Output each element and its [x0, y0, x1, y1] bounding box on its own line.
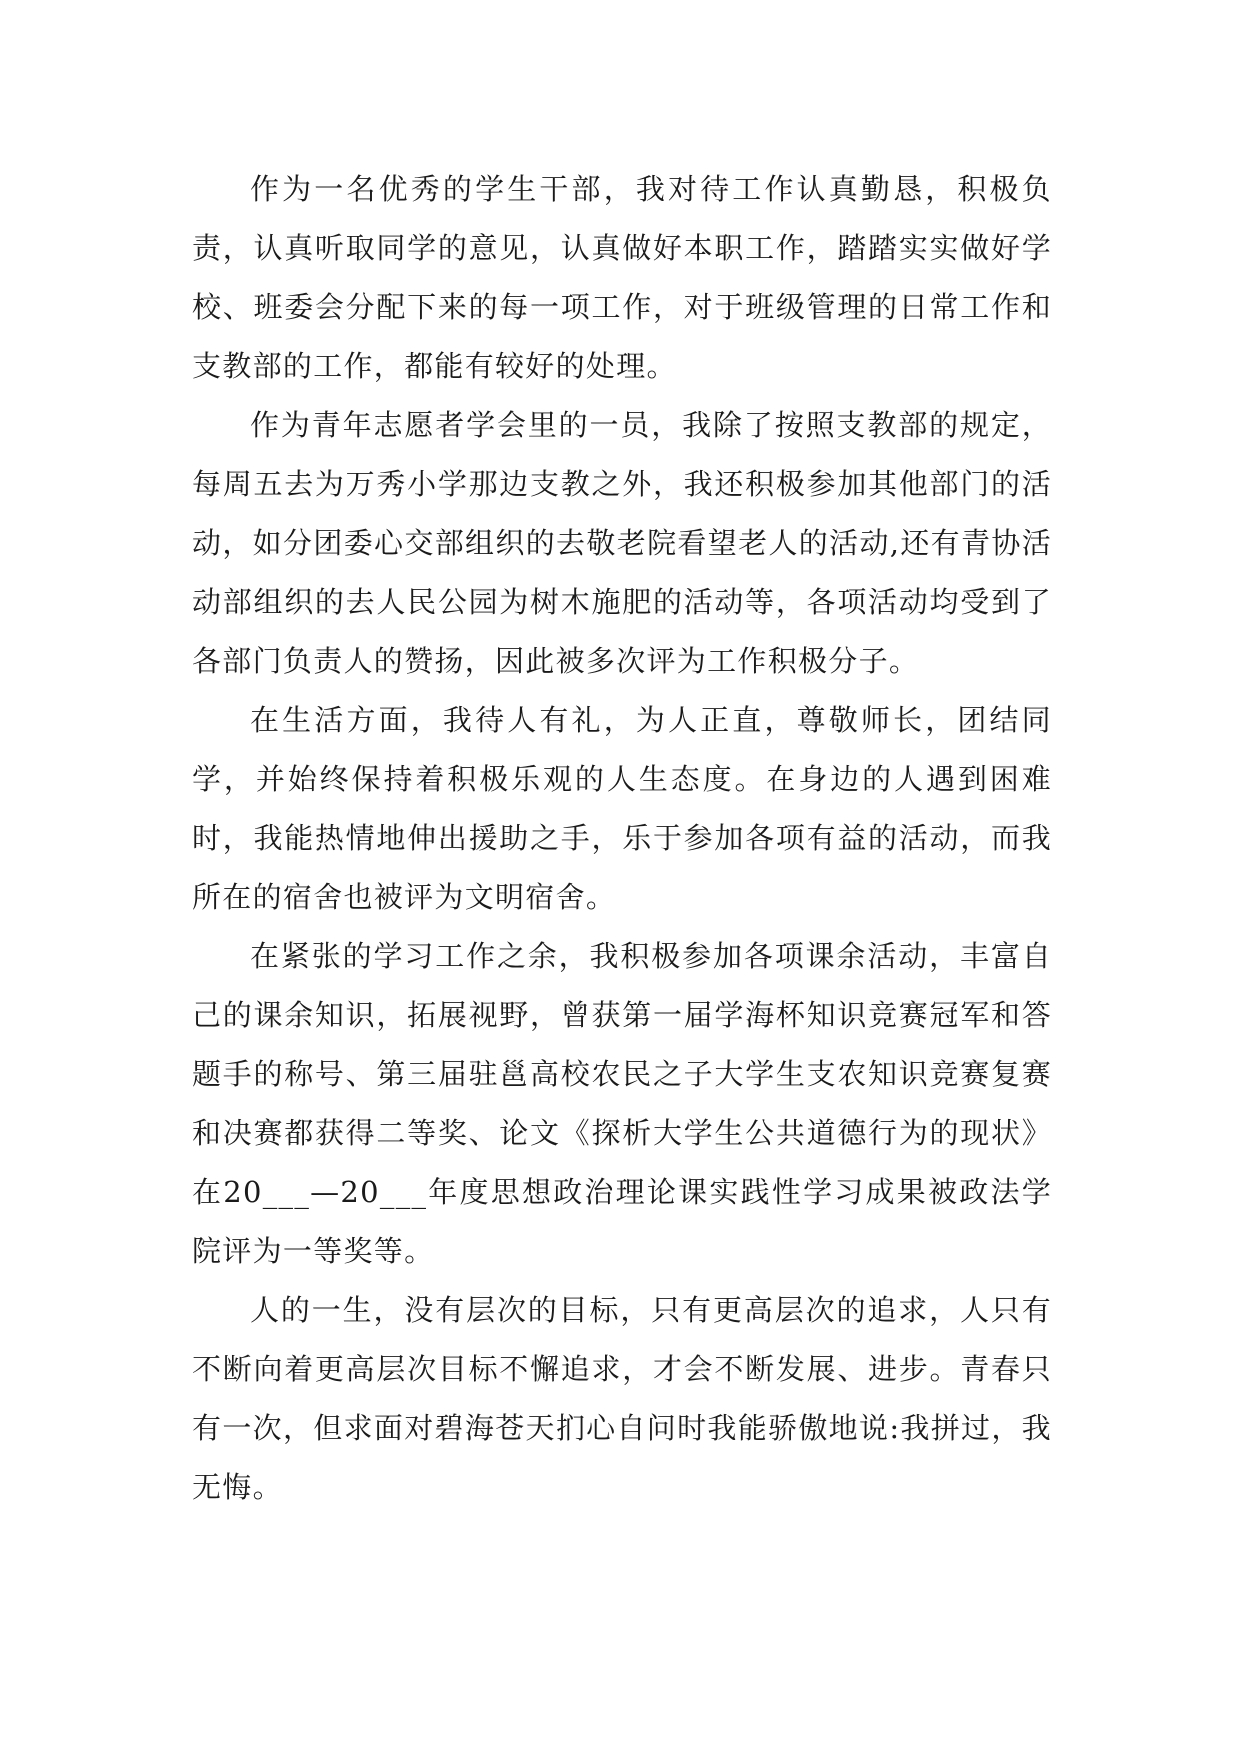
paragraph-student-cadre: 作为一名优秀的学生干部，我对待工作认真勤恳，积极负责，认真听取同学的意见，认真做好本职工作，踏踏实实做好学校、班委会分配下来的每一项工作，对于班级管理的日常工作和支教部的工作，都能有较好的处理。: [192, 172, 1052, 383]
paragraph-conclusion: 人的一生，没有层次的目标，只有更高层次的追求，人只有不断向着更高层次目标不懈追求，才会不断发展、进步。青春只有一次，但求面对碧海苍天扪心自问时我能骄傲地说:我拼过，我无悔。: [192, 1293, 1052, 1504]
paragraph-life: 在生活方面，我待人有礼，为人正直，尊敬师长，团结同学，并始终保持着积极乐观的人生态度。在身边的人遇到困难时，我能热情地伸出援助之手，乐于参加各项有益的活动，而我所在的宿舍也被评为文明宿舍。: [192, 703, 1052, 914]
document-body: [192, 160, 1052, 1517]
paragraph-volunteer: 作为青年志愿者学会里的一员，我除了按照支教部的规定，每周五去为万秀小学那边支教之外，我还积极参加其他部门的活动，如分团委心交部组织的去敬老院看望老人的活动,还有青协活动部组织的去人民公园为树木施肥的活动等，各项活动均受到了各部门负责人的赞扬，因此被多次评为工作积极分子。: [192, 408, 1052, 678]
paragraph-activities: 在紧张的学习工作之余，我积极参加各项课余活动，丰富自己的课余知识，拓展视野，曾获第一届学海杯知识竞赛冠军和答题手的称号、第三届驻邕高校农民之子大学生支农知识竞赛复赛和决赛都获得二等奖、论文《探析大学生公共道德行为的现状》在20___—20___年度思想政治理论课实践性学习成果被政法学院评为一等奖等。: [192, 939, 1052, 1268]
